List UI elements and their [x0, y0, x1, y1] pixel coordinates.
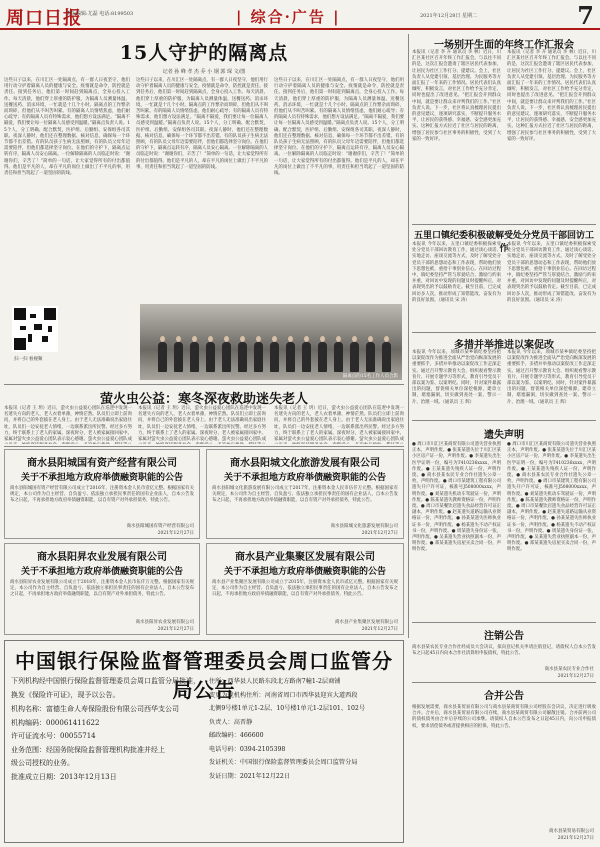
- section-divider: [412, 420, 596, 421]
- feature-body-col1: 这些日子以来，在川汇区一处隔离点，有一群人日夜坚守，他们用行动守护着隔离人员的健康与安全。疫情就是命令，防控就是责任。接到任务后，他们第一时间赶到隔离点，全身心投入工作。每天清晨，他们穿上厚重的防护服，为隔离人员测量体温、送餐送药、消杀环境，一忙就是十几个小时。隔离点的工作繁杂而琐碎，但他们从不叫苦叫累。有的隔离人员情绪焦虑，他们耐心疏导；有的隔离人员有特殊需求，他们想方设法满足。“隔离不隔爱，我们要让每一位隔离人员感受到温暖。”隔离点负责人说。15个人，分工明确、配合默契，医护组、后勤组、安保组各司其职。夜深人静时，他们还在整理数据、核对信息，确保每一个环节都不出差错。有的队员孩子生病无法照顾，有的队员父母年迈需要陪伴，但他们都选择坚守岗位。在他们的守护下，隔离点运转有序，隔离人员安心隔离。一位解除隔离的人员临走时说：“谢谢你们，辛苦了！”简单的一句话，让大家觉得所有的付出都值得。他们是平凡的人，却在平凡的岗位上做出了不平凡的事，用责任和担当筑起了一道坚固的防线。: [4, 78, 130, 177]
- notice-box: [206, 543, 404, 635]
- masthead: [0, 0, 600, 30]
- page-number: 7: [577, 1, 594, 30]
- section-divider: [412, 332, 596, 333]
- notice-sign: 商水县产业集聚区发展有限公司: [335, 620, 398, 625]
- feature-byline: 记者 孙 峰 孝 杰 乔 小 钢 郭 琛 文/图: [162, 69, 246, 75]
- right-article-2-col1: 本报讯 今年以来，五里口镇纪委积极探索受处分党员干部回访教育工作，通过谈心谈话、实地走访、座谈交流等方式，及时了解受处分党员干部的思想动态和工作表现，帮助他们放下思想包袱，重拾干事创业信心。在回访过程中，镇纪委坚持严管与厚爱结合、激励与约束并重，对回访中发现的问题及时提醒纠正，对表现突出的予以鼓励肯定。截至目前，已完成回访多人次，推动形成了知错能改、奋发有为的良好氛围。（通讯员 宋 涛）: [412, 242, 501, 303]
- right-article-1-col1: 本报讯（记者 李 卉 通讯员 李 林）近日，川汇区某社区召开年终工作汇报会。与以往不同的是，这次汇报会邀请了辖区居民代表参加，让居民为社区工作打分、提建议。会上，社区负责人从党建引领、基层治理、为民服务等方面汇报了一年来的工作情况。居民代表们认真倾听，积极发言，对社区工作给予充分肯定，同时也提出了改进意见。“把汇报会开到群众中间，就是要让群众来评判我们的工作。”社区负责人说。下一步，社区将认真梳理居民提出的意见建议，逐项研究落实，不断提升服务水平，让居民的获得感、幸福感、安全感更加充实。这种汇报方式拉近了社区与居民的距离，增强了居民参与社区事务的积极性，受到了大家的一致好评。: [412, 50, 501, 142]
- right-article-1-col2: 本报讯（记者 李 卉 通讯员 李 林）近日，川汇区某社区召开年终工作汇报会。与以往不同的是，这次汇报会邀请了辖区居民代表参加，让居民为社区工作打分、提建议。会上，社区负责人从党建引领、基层治理、为民服务等方面汇报了一年来的工作情况。居民代表们认真倾听，积极发言，对社区工作给予充分肯定，同时也提出了改进意见。“把汇报会开到群众中间，就是要让群众来评判我们的工作。”社区负责人说。下一步，社区将认真梳理居民提出的意见建议，逐项研究落实，不断提升服务水平，让居民的获得感、幸福感、安全感更加充实。这种汇报方式拉近了社区与居民的距离，增强了居民参与社区事务的积极性，受到了大家的一致好评。: [507, 50, 596, 142]
- cancel-notice-sign: 商水县某农民专业合作社: [544, 667, 594, 672]
- group-photo: [140, 304, 402, 380]
- merge-notice-date: 2021年12月27日: [557, 836, 594, 841]
- cancel-notice-body: 商水县某农民专业合作社经成员大会决议，拟向登记机关申请注销登记，请债权人自本公告发布之日起45日内向本合作社清算组申报债权，特此公告。: [412, 645, 596, 657]
- cbirc-notice: [4, 640, 404, 843]
- cbirc-field: 变更为现机构住所：河南省周口市西华县迎宾大道西段: [209, 691, 358, 699]
- cbirc-field: 邮政编码：466600: [209, 732, 264, 739]
- right-article-2: [412, 226, 596, 330]
- notice-box: [4, 543, 200, 635]
- cancel-notice-title: 注销公告: [484, 631, 524, 642]
- cancel-notice: [412, 624, 596, 680]
- column-divider: [408, 34, 409, 638]
- cbirc-field: 负责人：高晋静: [209, 718, 253, 726]
- notice-body: 商水县阳昇农业发展有限公司成立于2018年，注册资本金人民币伍仟万元整。根据国家有关规定，本公司作为自主经营、自负盈亏、依法独立承担民事责任的国有企业法人，自本公告发布之日起，不再承担地方政府举债融资职能，以自有资产对外承担债务，特此公告。: [10, 580, 194, 598]
- notice-date: 2021年12月27日: [157, 531, 194, 536]
- merge-notice-sign: 商水县某贸易有限公司: [549, 829, 594, 834]
- feature-body-col3: 这些日子以来，在川汇区一处隔离点，有一群人日夜坚守，他们用行动守护着隔离人员的健康与安全。疫情就是命令，防控就是责任。接到任务后，他们第一时间赶到隔离点，全身心投入工作。每天清晨，他们穿上厚重的防护服，为隔离人员测量体温、送餐送药、消杀环境，一忙就是十几个小时。隔离点的工作繁杂而琐碎，但他们从不叫苦叫累。有的隔离人员情绪焦虑，他们耐心疏导；有的隔离人员有特殊需求，他们想方设法满足。“隔离不隔爱，我们要让每一位隔离人员感受到温暖。”隔离点负责人说。15个人，分工明确、配合默契，医护组、后勤组、安保组各司其职。夜深人静时，他们还在整理数据、核对信息，确保每一个环节都不出差错。有的队员孩子生病无法照顾，有的队员父母年迈需要陪伴，但他们都选择坚守岗位。在他们的守护下，隔离点运转有序，隔离人员安心隔离。一位解除隔离的人员临走时说：“谢谢你们，辛苦了！”简单的一句话，让大家觉得所有的付出都值得。他们是平凡的人，却在平凡的岗位上做出了不平凡的事，用责任和担当筑起了一道坚固的防线。: [274, 78, 404, 177]
- notice-box: [206, 449, 404, 539]
- lost-notice-col2: ● 周口市川汇区某商贸有限公司遗失营业执照正本，声明作废。● 张某某遗失位于川汇区某小区房产证一份，声明作废。● 李某遗失出生医学证明一份，编号为T410236xxxx，声明作废。● 王某某遗失残疾人证一份，声明作废。● 商水县某农民专业合作社遗失公章一枚，声明作废。● 周口市某建筑工程有限公司遗失开户许可证，核准号J508000xxxx，声明作废。● 刘某遗失机动车驾驶证一份，声明作废。● 陈某某遗失教师资格证一份，声明作废。● 周口市某餐饮店遗失食品经营许可证正副本，声明作废。● 赵某遗失道路运输从业资格证一份，声明作废。● 孙某某遗失医师执业证书一份，声明作废。● 杨某遗失不动产权证书一份，声明作废。● 周某遗失身份证一张，声明作废。● 吴某遗失营业执照副本一份，声明作废。● 郑某某遗失房屋买卖合同一份，声明作废。: [507, 442, 596, 553]
- notice-sign: 商水县阳昇农业发展有限公司: [135, 620, 194, 625]
- notice-box: [4, 449, 200, 539]
- photo-caption: 隔离点的15名工作人员合影: [342, 374, 398, 379]
- cbirc-field: 发证日期：2021年12月22日: [209, 772, 290, 780]
- cbirc-field: 机构名称：富德生命人寿保险股份有限公司西华支公司: [11, 705, 179, 713]
- firefly-body-col2: 本报讯（记者 王 玥）近日，萤火虫公益爱心团队在巡逻中发现一名迷失方向的老人，老人衣着单薄，神情茫然。队员们立即上前询问，并将自己的外套披在老人身上。由于老人无法准确说出家庭住址，队员们一边安抚老人情绪，一边联系派出所民警。经过多方努力，终于联系上了老人的家属。深夜时分，老人被家属接回家中。家属对萤火虫公益爱心团队表示衷心感谢。萤火虫公益爱心团队成: [138, 406, 266, 443]
- notice-sign: 商水县阳城文化旅游发展有限公司: [330, 524, 398, 529]
- cbirc-field: 电话号码：0394-2105398: [209, 745, 286, 753]
- notice-date: 2021年12月27日: [361, 531, 398, 536]
- cancel-notice-date: 2021年12月27日: [557, 674, 594, 679]
- section-divider: [4, 384, 404, 385]
- notice-subtitle: 关于不承担地方政府举债融资职能的公告: [223, 567, 386, 577]
- newspaper-logo: 周口日报: [6, 8, 82, 29]
- section-divider: [412, 622, 596, 623]
- right-article-3-title: 多措并举推进以案促改: [454, 340, 554, 351]
- right-article-2-title: 五里口镇纪委积极破解受处分党员干部回访工作: [413, 231, 594, 254]
- notice-company: 商水县阳城国有资产经营有限公司: [27, 458, 177, 469]
- right-article-3-col1: 本报讯 今年以来，项城市某乡镇纪委坚持把以案促改作为推进全面从严治党向纵深发展的重要抓手，多措并举推动以案促改工作走深走实。通过召开警示教育大会、组织观看警示教育片、开展专题学习等形式，教育引导党员干部以案为鉴、以案明纪。同时，针对案件暴露出的问题，督促相关单位深挖根源，建章立制，堵塞漏洞，切实做到查处一案、警示一片、治理一域。（通讯员 王 辉）: [412, 350, 501, 405]
- section-divider: [412, 682, 596, 683]
- cbirc-field: 机构编码：000061411622: [11, 718, 100, 727]
- qr-caption: 扫一扫 看视频: [14, 357, 43, 362]
- lost-notice: [412, 422, 596, 618]
- cbirc-field: 住所：西华县人民路东段北方路南7幢1-2层商铺: [209, 678, 341, 685]
- cbirc-title: 中国银行保险监督管理委员会周口监管分局公告: [15, 649, 393, 702]
- notice-date: 2021年12月27日: [361, 627, 398, 632]
- cbirc-field: 批准成立日期：2013年12月13日: [11, 772, 117, 781]
- notice-sign: 商水县阳城国有资产经营有限公司: [126, 524, 194, 529]
- cbirc-intro: 下列机构经中国银行保险监督管理委员会周口监管分局批准，换发《保险许可证》，现予以公告。: [11, 677, 200, 699]
- feature-article: [4, 34, 404, 382]
- section-divider: [4, 446, 404, 447]
- issue-info: 组版编辑:尤磊 电话:8199503: [66, 11, 134, 17]
- right-article-3: [412, 334, 596, 418]
- cbirc-field: 级公司授权的业务。: [11, 759, 74, 767]
- cbirc-field: 发证机关：中国银行保险监督管理委员会周口监管分局: [209, 759, 358, 766]
- lost-notice-title: 遗失声明: [484, 430, 524, 441]
- feature-title: 15人守护的隔离点: [119, 42, 289, 64]
- merge-notice: [412, 684, 596, 843]
- cbirc-field: 业务范围：经国务院保险监督管理机构批准并经上: [11, 745, 165, 754]
- firefly-title: 萤火虫公益：寒冬深夜救助迷失老人: [99, 392, 308, 407]
- notice-subtitle: 关于不承担地方政府举债融资职能的公告: [20, 567, 183, 577]
- notice-body: 商水县产业集聚区发展有限公司成立于2015年，注册资本金人民币贰亿元整。根据国家有关规定，本公司作为自主经营、自负盈亏、依法独立承担民事责任的国有企业法人，自本公告发布之日起，不再承担地方政府举债融资职能，以自有资产对外承担债务，特此公告。: [212, 580, 398, 598]
- notice-date: 2021年12月27日: [157, 627, 194, 632]
- section-title: | 综合·广告 |: [236, 8, 341, 26]
- qr-code[interactable]: [12, 306, 58, 352]
- notice-body: 商水县阳城国有资产经营有限公司成立于2016年，注册资本金人民币壹亿元整。根据国家有关规定，本公司作为自主经营、自负盈亏、依法独立承担民事责任的国有企业法人，自本公告发布之日起，不再承担地方政府举债融资职能，以自有资产对外承担债务，特此公告。: [10, 486, 194, 504]
- notice-company: 商水县阳昇农业发展有限公司: [37, 552, 167, 563]
- cbirc-left-fields: [11, 703, 201, 784]
- notice-company: 商水县产业集聚区发展有限公司: [235, 552, 375, 563]
- cbirc-field: 北侧9号楼1单元1-2层、10号楼1单元1-2层101、102号: [209, 705, 366, 712]
- right-article-3-col2: 本报讯 今年以来，项城市某乡镇纪委坚持把以案促改作为推进全面从严治党向纵深发展的重要抓手，多措并举推动以案促改工作走深走实。通过召开警示教育大会、组织观看警示教育片、开展专题学习等形式，教育引导党员干部以案为鉴、以案明纪。同时，针对案件暴露出的问题，督促相关单位深挖根源，建章立制，堵塞漏洞，切实做到查处一案、警示一片、治理一域。（通讯员 王 辉）: [507, 350, 596, 405]
- right-article-1: [412, 34, 596, 222]
- firefly-body-col3: 本报讯（记者 王 玥）近日，萤火虫公益爱心团队在巡逻中发现一名迷失方向的老人，老人衣着单薄，神情茫然。队员们立即上前询问，并将自己的外套披在老人身上。由于老人无法准确说出家庭住址，队员们一边安抚老人情绪，一边联系派出所民警。经过多方努力，终于联系上了老人的家属。深夜时分，老人被家属接回家中。家属对萤火虫公益爱心团队表示衷心感谢。萤火虫公益爱心团队成: [274, 406, 404, 443]
- publish-date: 2021年12月28日 星期二: [420, 13, 478, 19]
- notice-company: 商水县阳城文化旅游发展有限公司: [230, 458, 380, 469]
- firefly-article: [4, 386, 404, 444]
- notice-body: 商水县阳城文化旅游发展有限公司成立于2017年，注册资本金人民币伍仟万元整。根据国家有关规定，本公司作为自主经营、自负盈亏、依法独立承担民事责任的国有企业法人，自本公告发布之日起，不再承担地方政府举债融资职能，以自有资产对外承担债务，特此公告。: [212, 486, 398, 504]
- right-article-1-title: 一场别开生面的年终工作汇报会: [434, 40, 574, 51]
- cbirc-field: 许可证流水号：00055714: [11, 732, 96, 740]
- right-article-2-col2: 本报讯 今年以来，五里口镇纪委积极探索受处分党员干部回访教育工作，通过谈心谈话、实地走访、座谈交流等方式，及时了解受处分党员干部的思想动态和工作表现，帮助他们放下思想包袱，重拾干事创业信心。在回访过程中，镇纪委坚持严管与厚爱结合、激励与约束并重，对回访中发现的问题及时提醒纠正，对表现突出的予以鼓励肯定。截至目前，已完成回访多人次，推动形成了知错能改、奋发有为的良好氛围。（通讯员 宋 涛）: [507, 242, 596, 303]
- firefly-body-col1: 本报讯（记者 王 玥）近日，萤火虫公益爱心团队在巡逻中发现一名迷失方向的老人，老人衣着单薄，神情茫然。队员们立即上前询问，并将自己的外套披在老人身上。由于老人无法准确说出家庭住址，队员们一边安抚老人情绪，一边联系派出所民警。经过多方努力，终于联系上了老人的家属。深夜时分，老人被家属接回家中。家属对萤火虫公益爱心团队表示衷心感谢。萤火虫公益爱心团队成: [4, 406, 132, 443]
- feature-body-col2: 这些日子以来，在川汇区一处隔离点，有一群人日夜坚守，他们用行动守护着隔离人员的健康与安全。疫情就是命令，防控就是责任。接到任务后，他们第一时间赶到隔离点，全身心投入工作。每天清晨，他们穿上厚重的防护服，为隔离人员测量体温、送餐送药、消杀环境，一忙就是十几个小时。隔离点的工作繁杂而琐碎，但他们从不叫苦叫累。有的隔离人员情绪焦虑，他们耐心疏导；有的隔离人员有特殊需求，他们想方设法满足。“隔离不隔爱，我们要让每一位隔离人员感受到温暖。”隔离点负责人说。15个人，分工明确、配合默契，医护组、后勤组、安保组各司其职。夜深人静时，他们还在整理数据、核对信息，确保每一个环节都不出差错。有的队员孩子生病无法照顾，有的队员父母年迈需要陪伴，但他们都选择坚守岗位。在他们的守护下，隔离点运转有序，隔离人员安心隔离。一位解除隔离的人员临走时说：“谢谢你们，辛苦了！”简单的一句话，让大家觉得所有的付出都值得。他们是平凡的人，却在平凡的岗位上做出了不平凡的事，用责任和担当筑起了一道坚固的防线。: [136, 78, 268, 170]
- lost-notice-col1: ● 周口市川汇区某商贸有限公司遗失营业执照正本，声明作废。● 张某某遗失位于川汇区某小区房产证一份，声明作废。● 李某遗失出生医学证明一份，编号为T410236xxxx，声明作废。● 王某某遗失残疾人证一份，声明作废。● 商水县某农民专业合作社遗失公章一枚，声明作废。● 周口市某建筑工程有限公司遗失开户许可证，核准号J508000xxxx，声明作废。● 刘某遗失机动车驾驶证一份，声明作废。● 陈某某遗失教师资格证一份，声明作废。● 周口市某餐饮店遗失食品经营许可证正副本，声明作废。● 赵某遗失道路运输从业资格证一份，声明作废。● 孙某某遗失医师执业证书一份，声明作废。● 杨某遗失不动产权证书一份，声明作废。● 周某遗失身份证一张，声明作废。● 吴某遗失营业执照副本一份，声明作废。● 郑某某遗失房屋买卖合同一份，声明作废。: [412, 442, 501, 553]
- merge-notice-body: 根据发展需要，商水县某贸易有限公司与商水县某商贸有限公司经股东会决议，决定进行吸收合并。合并后，商水县某贸易有限公司存续，商水县某商贸有限公司解散注销。合并前两公司的债权债务由合并后存续的公司承继。请债权人自本公告发布之日起45日内，向公司申报债权，要求清偿债务或者提供相应的担保，特此公告。: [412, 705, 596, 729]
- merge-notice-title: 合并公告: [484, 691, 524, 702]
- cbirc-right-fields: [209, 675, 401, 783]
- notice-subtitle: 关于不承担地方政府举债融资职能的公告: [20, 473, 183, 483]
- section-divider: [412, 224, 596, 225]
- notice-subtitle: 关于不承担地方政府举债融资职能的公告: [223, 473, 386, 483]
